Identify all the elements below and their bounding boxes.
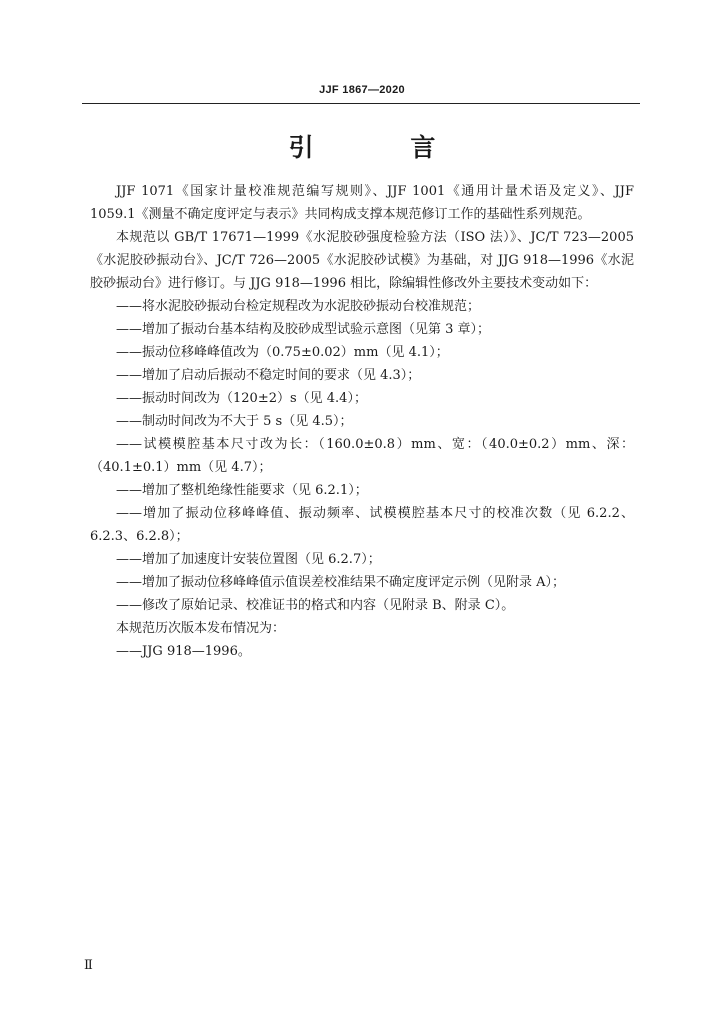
change-item: ——试模模腔基本尺寸改为长：（160.0±0.8）mm、宽：（40.0±0.2）mm、深：（40.1±0.1）mm（见 4.7）； bbox=[90, 437, 634, 475]
change-item: ——修改了原始记录、校准证书的格式和内容（见附录 B、附录 C）。 bbox=[116, 598, 515, 613]
history-heading: 本规范历次版本发布情况为： bbox=[116, 621, 286, 636]
basis-paragraph: 本规范以 GB/T 17671—1999《水泥胶砂强度检验方法（ISO 法）》、JC/T 723—2005《水泥胶砂振动台》、JC/T 726—2005《水泥胶砂试模》为基础，对 JJG 918—1996《水泥胶砂振动台》进行修订。与 JJG 918—1996 相比，除编辑性修改外主要技术变动如下： bbox=[90, 230, 634, 291]
change-item: ——增加了振动位移峰峰值示值误差校准结果不确定度评定示例（见附录 A）； bbox=[116, 575, 566, 590]
change-item: ——振动位移峰峰值改为（0.75±0.02）mm（见 4.1）； bbox=[116, 345, 449, 360]
running-header: JJF 1867—2020 bbox=[319, 84, 405, 96]
document-body bbox=[90, 180, 634, 663]
change-item: ——将水泥胶砂振动台检定规程改为水泥胶砂振动台校准规范； bbox=[116, 299, 481, 314]
change-item: ——制动时间改为不大于 5 s（见 4.5）； bbox=[116, 414, 353, 429]
page-number: Ⅱ bbox=[84, 958, 93, 973]
header-rule bbox=[82, 103, 640, 104]
change-item: ——振动时间改为（120±2）s（见 4.4）； bbox=[116, 391, 367, 406]
change-item: ——增加了振动位移峰峰值、振动频率、试模模腔基本尺寸的校准次数（见 6.2.2、6.2.3、6.2.8）； bbox=[90, 506, 634, 544]
intro-paragraph: JJF 1071《国家计量校准规范编写规则》、JJF 1001《通用计量术语及定义》、JJF 1059.1《测量不确定度评定与表示》共同构成支撑本规范修订工作的基础性系列规范。 bbox=[90, 184, 634, 222]
change-item: ——增加了加速度计安装位置图（见 6.2.7）； bbox=[116, 552, 381, 567]
change-item: ——增加了振动台基本结构及胶砂成型试验示意图（见第 3 章）； bbox=[116, 322, 491, 337]
change-item: ——增加了启动后振动不稳定时间的要求（见 4.3）； bbox=[116, 368, 421, 383]
change-item: ——增加了整机绝缘性能要求（见 6.2.1）； bbox=[116, 483, 368, 498]
history-item: ——JJG 918—1996。 bbox=[116, 644, 251, 659]
page-title: 引 言 bbox=[288, 133, 480, 162]
changes-list bbox=[90, 295, 634, 617]
